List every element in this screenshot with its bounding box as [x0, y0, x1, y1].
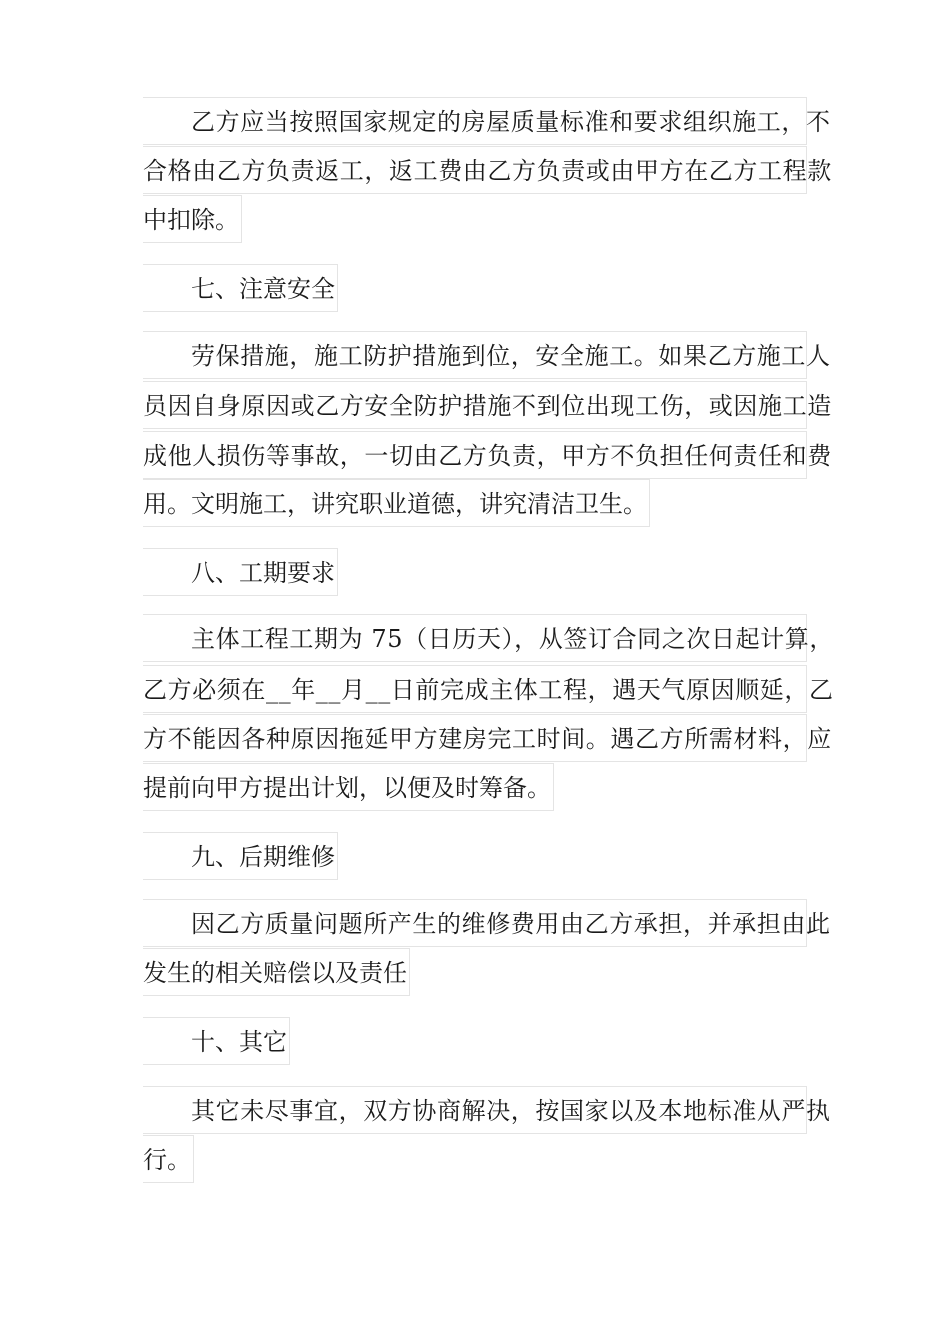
section-heading-other: 十、其它	[143, 1017, 290, 1065]
paragraph-line: 劳保措施，施工防护措施到位，安全施工。如果乙方施工人	[143, 331, 807, 379]
paragraph-line: 乙方应当按照国家规定的房屋质量标准和要求组织施工，不	[143, 97, 807, 145]
paragraph-line: 方不能因各种原因拖延甲方建房完工时间。遇乙方所需材料，应	[143, 714, 807, 762]
paragraph-line: 中扣除。	[143, 195, 242, 243]
paragraph-line: 主体工程工期为 75（日历天），从签订合同之次日起计算，	[143, 614, 807, 662]
paragraph-line: 乙方必须在__年__月__日前完成主体工程，遇天气原因顺延，乙	[143, 665, 807, 713]
paragraph-line: 其它未尽事宜，双方协商解决，按国家以及本地标准从严执	[143, 1086, 807, 1134]
section-heading-maintenance: 九、后期维修	[143, 832, 338, 880]
paragraph-line: 员因自身原因或乙方安全防护措施不到位出现工伤，或因施工造	[143, 381, 807, 429]
section-heading-safety: 七、注意安全	[143, 264, 338, 312]
paragraph-line: 成他人损伤等事故，一切由乙方负责，甲方不负担任何责任和费	[143, 431, 807, 479]
paragraph-line: 合格由乙方负责返工，返工费由乙方负责或由甲方在乙方工程款	[143, 146, 807, 194]
paragraph-line: 提前向甲方提出计划，以便及时筹备。	[143, 763, 554, 811]
paragraph-line: 发生的相关赔偿以及责任	[143, 948, 410, 996]
paragraph-line: 因乙方质量问题所产生的维修费用由乙方承担，并承担由此	[143, 899, 807, 947]
section-heading-schedule: 八、工期要求	[143, 548, 338, 596]
paragraph-line: 行。	[143, 1135, 194, 1183]
paragraph-line: 用。文明施工，讲究职业道德，讲究清洁卫生。	[143, 479, 650, 527]
